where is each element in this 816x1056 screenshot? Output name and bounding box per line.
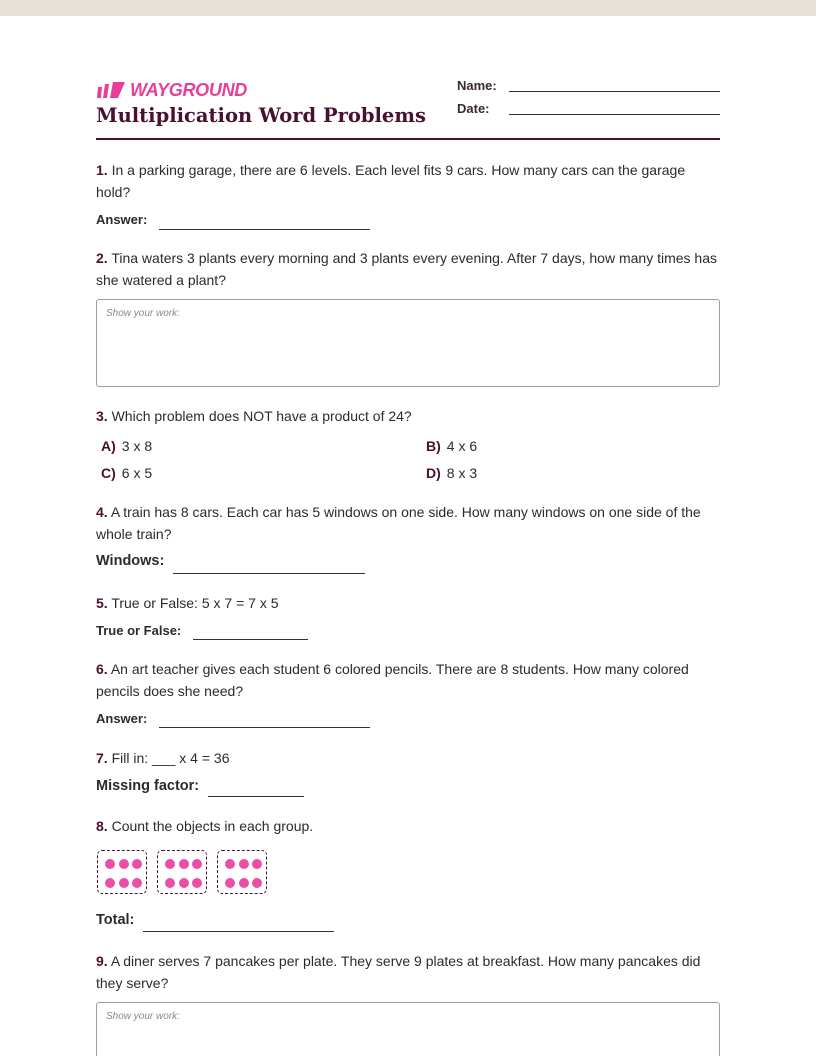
object-dot — [165, 878, 175, 888]
header-divider — [96, 138, 720, 140]
work-placeholder: Show your work: — [106, 308, 180, 319]
question-text: Fill in: ___ x 4 = 36 — [111, 750, 230, 766]
question-text: Tina waters 3 plants every morning and 3 plants every evening. After 7 days, how many times has she watered a plant? — [96, 250, 718, 288]
choice-letter: D) — [426, 465, 441, 481]
question-9 — [96, 950, 720, 994]
question-5 — [96, 592, 720, 614]
object-dot — [225, 859, 235, 869]
question-number: 3. — [96, 408, 108, 424]
answer-field-7[interactable] — [208, 796, 304, 797]
page-title: Multiplication Word Problems — [96, 104, 426, 127]
question-text: Which problem does NOT have a product of 24? — [111, 408, 412, 424]
question-2 — [96, 247, 720, 291]
answer-label: Answer: — [96, 711, 148, 726]
object-dot — [165, 859, 175, 869]
choice-letter: B) — [426, 438, 441, 454]
object-dot — [252, 859, 262, 869]
true-false-label: True or False: — [96, 623, 182, 638]
date-label: Date: — [457, 101, 490, 116]
windows-label: Windows: — [96, 553, 165, 569]
question-number: 1. — [96, 162, 108, 178]
question-number: 7. — [96, 750, 108, 766]
question-text: A diner serves 7 pancakes per plate. They serve 9 plates at breakfast. How many pancakes did they serve? — [96, 953, 701, 991]
object-dot — [239, 859, 249, 869]
object-dot — [252, 878, 262, 888]
question-1 — [96, 159, 720, 203]
choice-a[interactable] — [101, 438, 152, 454]
name-field[interactable] — [509, 91, 720, 92]
answer-field-5[interactable] — [193, 639, 308, 640]
answer-field-1[interactable] — [159, 229, 370, 230]
brand-name: WAYGROUND — [130, 79, 247, 100]
answer-field-4[interactable] — [173, 573, 365, 574]
question-text: Count the objects in each group. — [111, 818, 314, 834]
brand-logo — [96, 80, 247, 100]
question-text: An art teacher gives each student 6 colored pencils. There are 8 students. How many colored pencils does she need? — [96, 661, 689, 699]
work-box-2[interactable] — [96, 299, 720, 387]
object-dot — [179, 878, 189, 888]
object-dot — [132, 859, 142, 869]
choice-text: 3 x 8 — [121, 438, 153, 454]
object-dot — [225, 878, 235, 888]
total-label: Total: — [96, 912, 135, 928]
object-dot — [105, 878, 115, 888]
object-dot — [132, 878, 142, 888]
question-number: 9. — [96, 953, 108, 969]
object-dot — [192, 859, 202, 869]
choice-letter: C) — [101, 465, 116, 481]
choice-letter: A) — [101, 438, 116, 454]
choice-text: 4 x 6 — [446, 438, 478, 454]
object-group — [157, 850, 207, 894]
date-field[interactable] — [509, 114, 720, 115]
question-number: 2. — [96, 250, 108, 266]
question-8 — [96, 815, 720, 837]
question-number: 6. — [96, 661, 108, 677]
object-dot — [192, 878, 202, 888]
question-text: True or False: 5 x 7 = 7 x 5 — [111, 595, 279, 611]
work-placeholder: Show your work: — [106, 1011, 180, 1022]
answer-field-6[interactable] — [159, 727, 370, 728]
object-group — [97, 850, 147, 894]
choice-text: 6 x 5 — [121, 465, 153, 481]
question-6 — [96, 658, 720, 702]
question-text: A train has 8 cars. Each car has 5 windows on one side. How many windows on one side of the whole train? — [96, 504, 701, 542]
answer-label: Answer: — [96, 212, 148, 227]
object-group — [217, 850, 267, 894]
question-4 — [96, 501, 720, 545]
question-7 — [96, 747, 720, 769]
object-dot — [105, 859, 115, 869]
question-3 — [96, 405, 720, 427]
question-text: In a parking garage, there are 6 levels. Each level fits 9 cars. How many cars can the garage hold? — [96, 162, 686, 200]
answer-field-8[interactable] — [143, 931, 334, 932]
choice-text: 8 x 3 — [446, 465, 478, 481]
worksheet-page — [0, 16, 816, 1056]
question-number: 5. — [96, 595, 108, 611]
choice-c[interactable] — [101, 465, 152, 481]
object-dot — [239, 878, 249, 888]
choice-d[interactable] — [426, 465, 477, 481]
object-dot — [179, 859, 189, 869]
work-box-9[interactable] — [96, 1002, 720, 1056]
object-dot — [119, 878, 129, 888]
name-label: Name: — [457, 78, 497, 93]
wayground-logo-icon — [96, 81, 126, 99]
question-number: 4. — [96, 504, 108, 520]
choice-b[interactable] — [426, 438, 477, 454]
object-dot — [119, 859, 129, 869]
missing-factor-label: Missing factor: — [96, 778, 200, 794]
question-number: 8. — [96, 818, 108, 834]
